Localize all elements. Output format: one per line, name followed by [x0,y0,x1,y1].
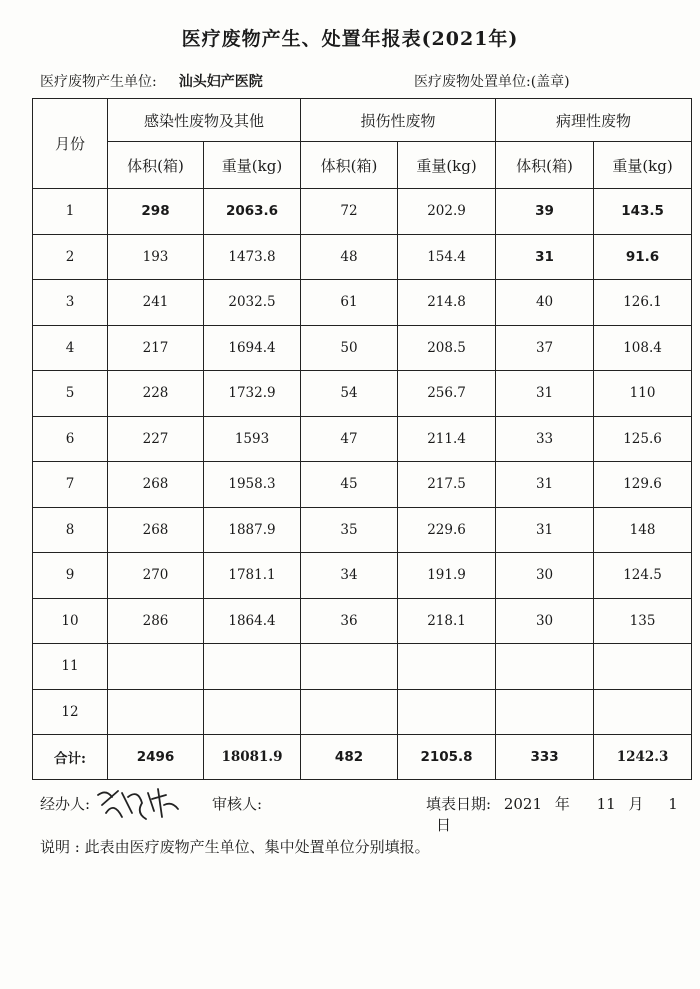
waste-report-table [32,98,692,780]
infectious-weight-cell: 1694.4 [204,325,301,371]
note: 说明 : 此表由医疗废物产生单位、集中处置单位分别填报。 [40,838,430,856]
pathological-volume-cell [496,644,594,690]
total-infectious-volume-cell: 2496 [108,735,204,780]
pathological-weight-cell: 129.6 [594,462,692,508]
volume-header: 体积(箱) [108,142,204,189]
pathological-weight-cell: 143.5 [594,189,692,235]
injury-weight-cell: 154.4 [398,234,496,280]
total-label: 合计: [33,735,108,780]
injury-volume-cell: 35 [301,507,398,553]
month-cell: 7 [33,462,108,508]
total-injury-weight-cell: 2105.8 [398,735,496,780]
pathological-weight-cell: 126.1 [594,280,692,326]
infectious-weight-cell: 1781.1 [204,553,301,599]
month-cell: 2 [33,234,108,280]
pathological-volume-cell: 30 [496,553,594,599]
pathological-weight-cell: 108.4 [594,325,692,371]
category-injury-header: 损伤性废物 [301,99,496,142]
injury-weight-cell: 191.9 [398,553,496,599]
injury-volume-cell: 72 [301,189,398,235]
date-month: 11 [596,795,616,813]
month-cell: 9 [33,553,108,599]
injury-volume-cell [301,689,398,735]
pathological-volume-cell: 31 [496,234,594,280]
table-row [33,416,692,462]
injury-volume-cell [301,644,398,690]
table-row [33,507,692,553]
injury-weight-cell: 202.9 [398,189,496,235]
reviewer-label: 审核人: [212,795,263,813]
infectious-volume-cell: 193 [108,234,204,280]
infectious-weight-cell: 1958.3 [204,462,301,508]
infectious-volume-cell: 228 [108,371,204,417]
handler-signature [92,783,184,825]
month-cell: 4 [33,325,108,371]
infectious-weight-cell: 1473.8 [204,234,301,280]
category-infectious-header: 感染性废物及其他 [108,99,301,142]
total-pathological-volume-cell: 333 [496,735,594,780]
date-label: 填表日期: [426,795,492,813]
pathological-volume-cell: 37 [496,325,594,371]
pathological-volume-cell: 39 [496,189,594,235]
pathological-volume-cell [496,689,594,735]
producer-name: 汕头妇产医院 [178,74,263,90]
pathological-volume-cell: 33 [496,416,594,462]
reviewer-field [212,793,262,814]
infectious-volume-cell: 217 [108,325,204,371]
table-row [33,553,692,599]
volume-header: 体积(箱) [496,142,594,189]
total-injury-volume-cell: 482 [301,735,398,780]
table-row [33,644,692,690]
fill-date [426,793,700,835]
month-cell: 3 [33,280,108,326]
infectious-weight-cell: 1593 [204,416,301,462]
pathological-weight-cell: 125.6 [594,416,692,462]
infectious-weight-cell [204,644,301,690]
injury-volume-cell: 45 [301,462,398,508]
pathological-weight-cell: 91.6 [594,234,692,280]
date-year: 2021 [503,795,543,813]
date-month-unit: 月 [628,795,644,813]
month-cell: 11 [33,644,108,690]
infectious-volume-cell: 270 [108,553,204,599]
producer-unit [40,71,263,91]
injury-weight-cell: 256.7 [398,371,496,417]
infectious-volume-cell [108,644,204,690]
date-day: 1 [668,795,678,813]
pathological-weight-cell: 124.5 [594,553,692,599]
injury-weight-cell: 218.1 [398,598,496,644]
table-row [33,189,692,235]
infectious-volume-cell [108,689,204,735]
table-row [33,371,692,417]
pathological-volume-cell: 31 [496,507,594,553]
injury-volume-cell: 48 [301,234,398,280]
weight-header: 重量(kg) [398,142,496,189]
month-header: 月份 [33,99,108,189]
infectious-volume-cell: 227 [108,416,204,462]
infectious-weight-cell: 2063.6 [204,189,301,235]
handler-field [40,793,90,814]
pathological-volume-cell: 31 [496,371,594,417]
volume-header: 体积(箱) [301,142,398,189]
infectious-volume-cell: 268 [108,507,204,553]
report-title: 医疗废物产生、处置年报表(2021年) [181,28,519,50]
infectious-volume-cell: 241 [108,280,204,326]
weight-header: 重量(kg) [594,142,692,189]
injury-volume-cell: 61 [301,280,398,326]
injury-weight-cell: 217.5 [398,462,496,508]
table-row [33,462,692,508]
table-row [33,280,692,326]
infectious-weight-cell: 1864.4 [204,598,301,644]
date-year-unit: 年 [554,795,570,813]
infectious-volume-cell: 298 [108,189,204,235]
total-infectious-weight-cell: 18081.9 [204,735,301,780]
producer-label: 医疗废物产生单位: [40,74,157,90]
injury-weight-cell: 229.6 [398,507,496,553]
disposer-label: 医疗废物处置单位:(盖章) [414,74,570,90]
pathological-weight-cell: 148 [594,507,692,553]
injury-weight-cell: 214.8 [398,280,496,326]
injury-weight-cell [398,644,496,690]
injury-weight-cell: 211.4 [398,416,496,462]
injury-volume-cell: 36 [301,598,398,644]
handler-label: 经办人: [40,795,91,813]
table-row [33,689,692,735]
injury-volume-cell: 34 [301,553,398,599]
month-cell: 1 [33,189,108,235]
infectious-volume-cell: 286 [108,598,204,644]
date-day-unit: 日 [436,816,452,834]
month-cell: 12 [33,689,108,735]
header-row-units [33,142,692,189]
month-cell: 10 [33,598,108,644]
header-row-categories [33,99,692,142]
table-row [33,234,692,280]
pathological-weight-cell: 110 [594,371,692,417]
infectious-volume-cell: 268 [108,462,204,508]
pathological-weight-cell: 135 [594,598,692,644]
month-cell: 6 [33,416,108,462]
infectious-weight-cell [204,689,301,735]
month-cell: 8 [33,507,108,553]
injury-weight-cell [398,689,496,735]
pathological-volume-cell: 40 [496,280,594,326]
infectious-weight-cell: 2032.5 [204,280,301,326]
total-row [33,735,692,780]
pathological-volume-cell: 30 [496,598,594,644]
total-pathological-weight-cell: 1242.3 [594,735,692,780]
weight-header: 重量(kg) [204,142,301,189]
table-row [33,598,692,644]
category-pathological-header: 病理性废物 [496,99,692,142]
infectious-weight-cell: 1887.9 [204,507,301,553]
injury-volume-cell: 50 [301,325,398,371]
injury-volume-cell: 54 [301,371,398,417]
pathological-weight-cell [594,689,692,735]
injury-weight-cell: 208.5 [398,325,496,371]
infectious-weight-cell: 1732.9 [204,371,301,417]
table-row [33,325,692,371]
pathological-weight-cell [594,644,692,690]
month-cell: 5 [33,371,108,417]
pathological-volume-cell: 31 [496,462,594,508]
injury-volume-cell: 47 [301,416,398,462]
